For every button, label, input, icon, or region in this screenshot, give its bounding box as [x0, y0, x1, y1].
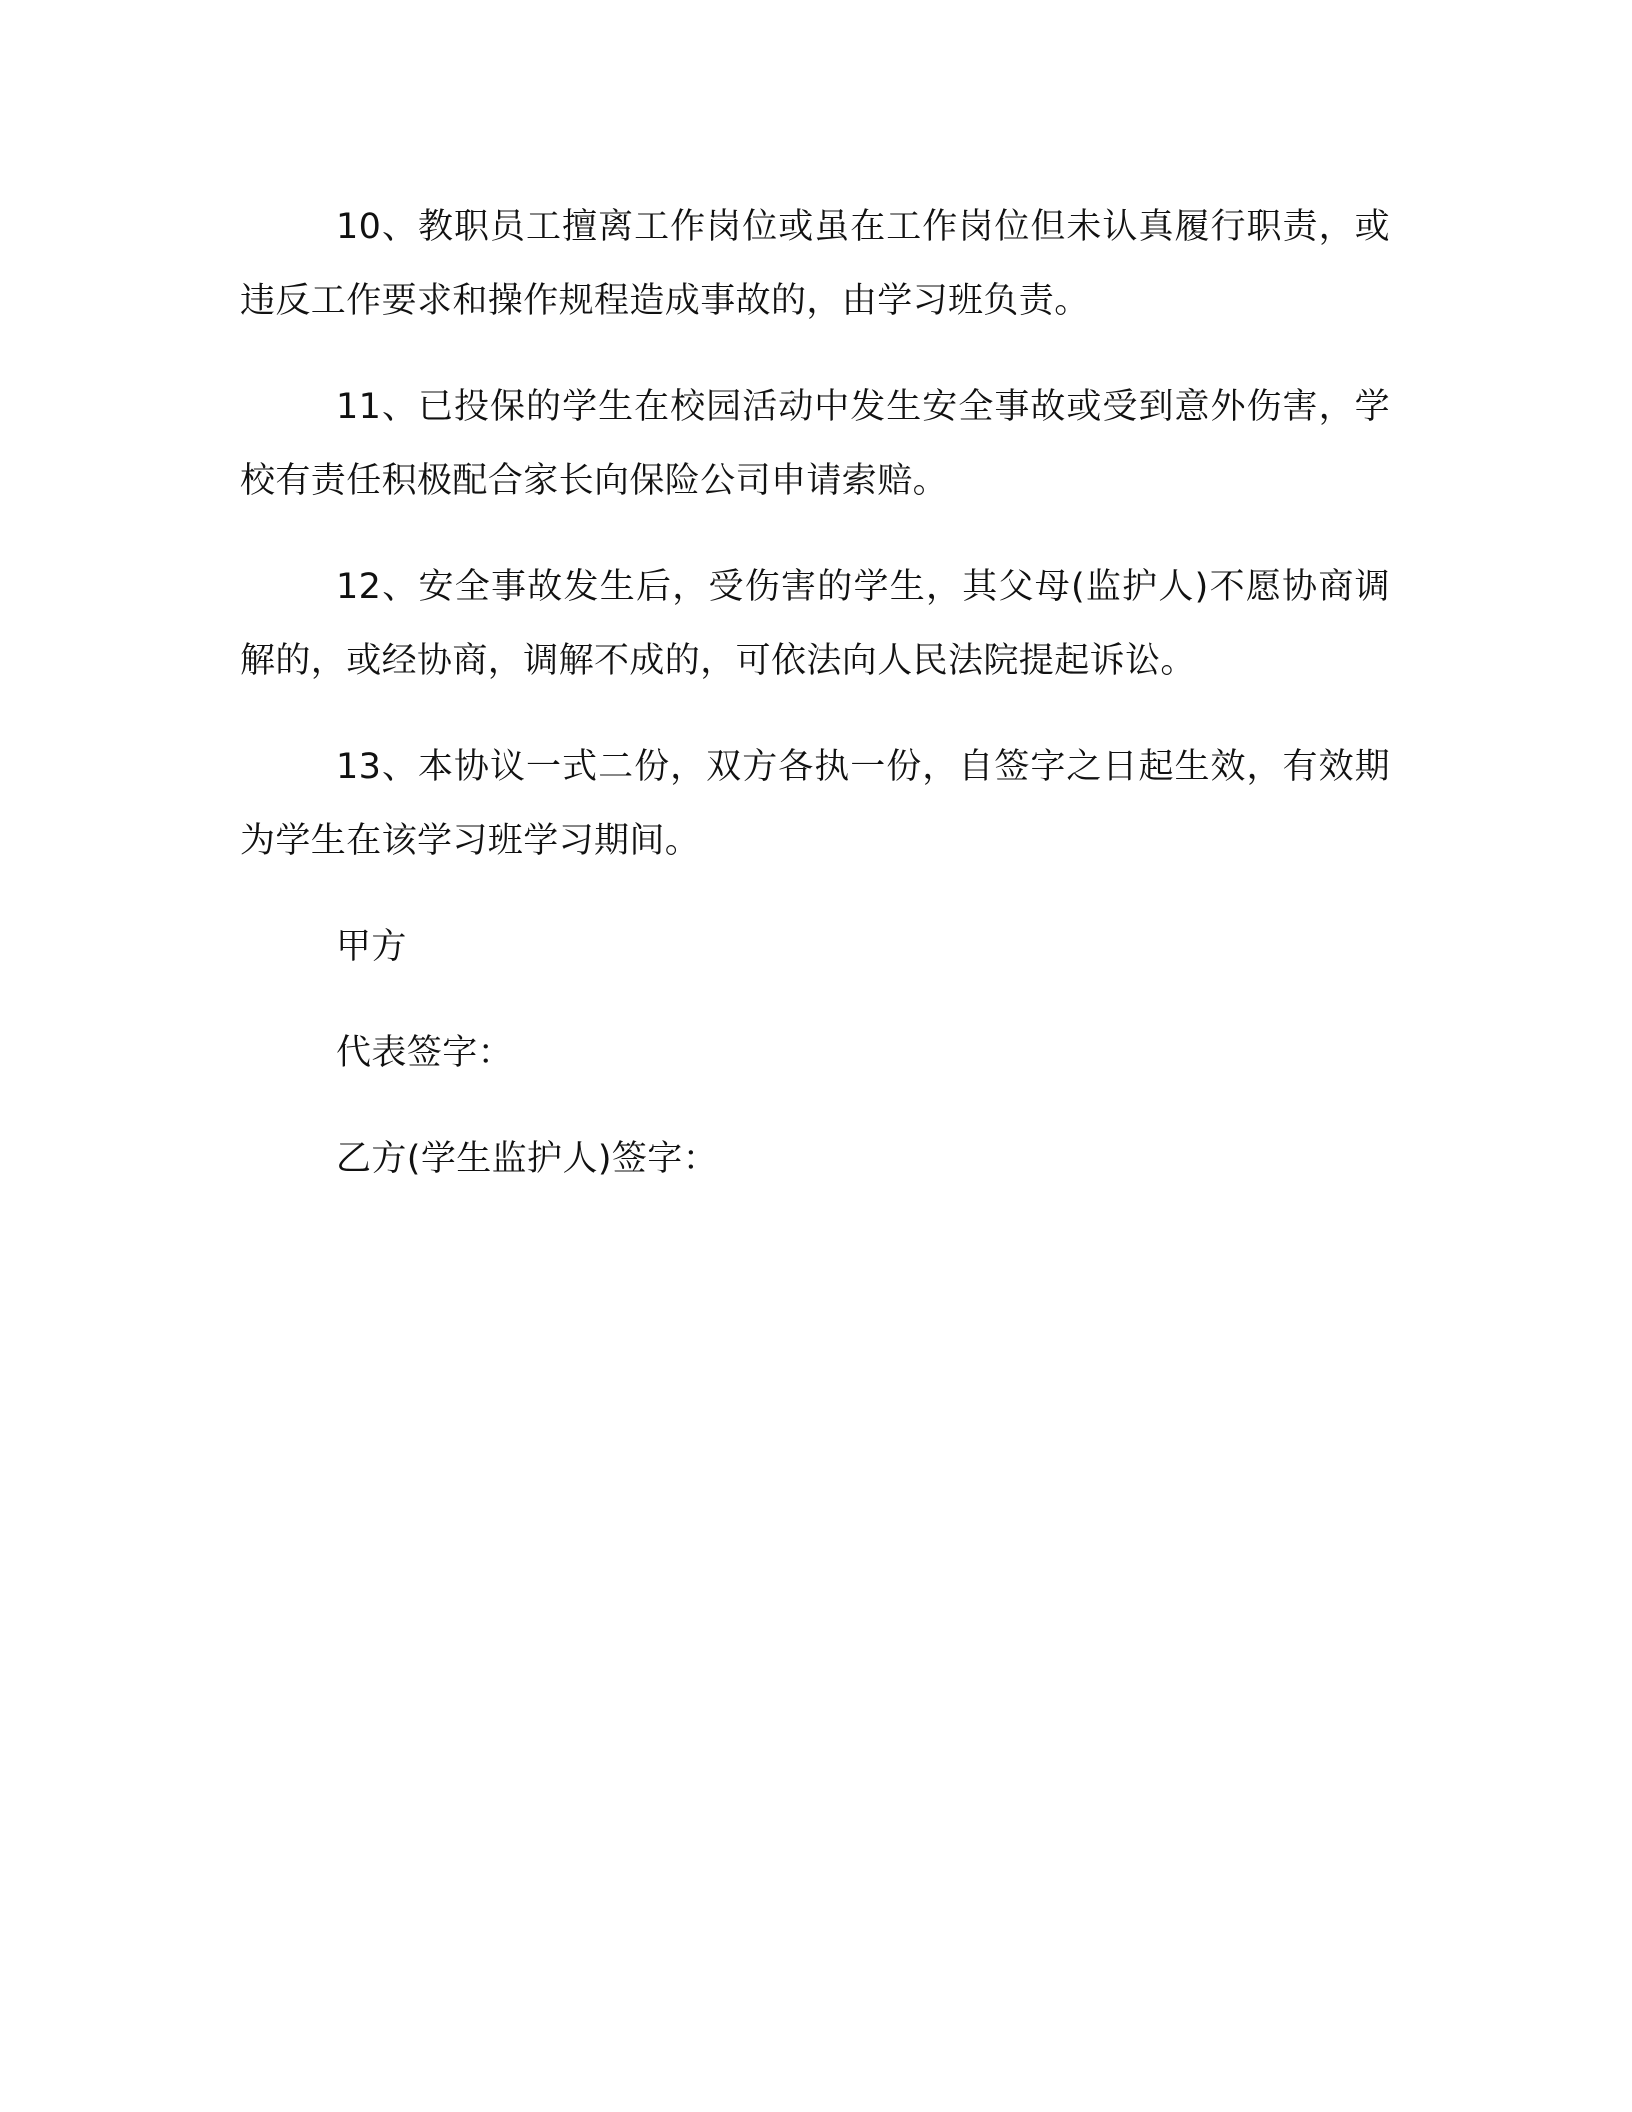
party-a-label: 甲方	[336, 927, 407, 967]
clause-13: 13、本协议一式二份，双方各执一份，自签字之日起生效，有效期为学生在该学习班学习期间。	[240, 747, 1390, 861]
document-body	[240, 190, 1390, 1228]
clause-12: 12、安全事故发生后，受伤害的学生，其父母(监护人)不愿协商调解的，或经协商，调解不成的，可依法向人民法院提起诉讼。	[240, 567, 1390, 681]
clause-10: 10、教职员工擅离工作岗位或虽在工作岗位但未认真履行职责，或违反工作要求和操作规程造成事故的，由学习班负责。	[240, 207, 1390, 321]
representative-signature-label: 代表签字：	[336, 1033, 514, 1073]
clause-11: 11、已投保的学生在校园活动中发生安全事故或受到意外伤害，学校有责任积极配合家长向保险公司申请索赔。	[240, 387, 1390, 501]
party-b-signature-label: 乙方(学生监护人)签字：	[336, 1139, 719, 1179]
